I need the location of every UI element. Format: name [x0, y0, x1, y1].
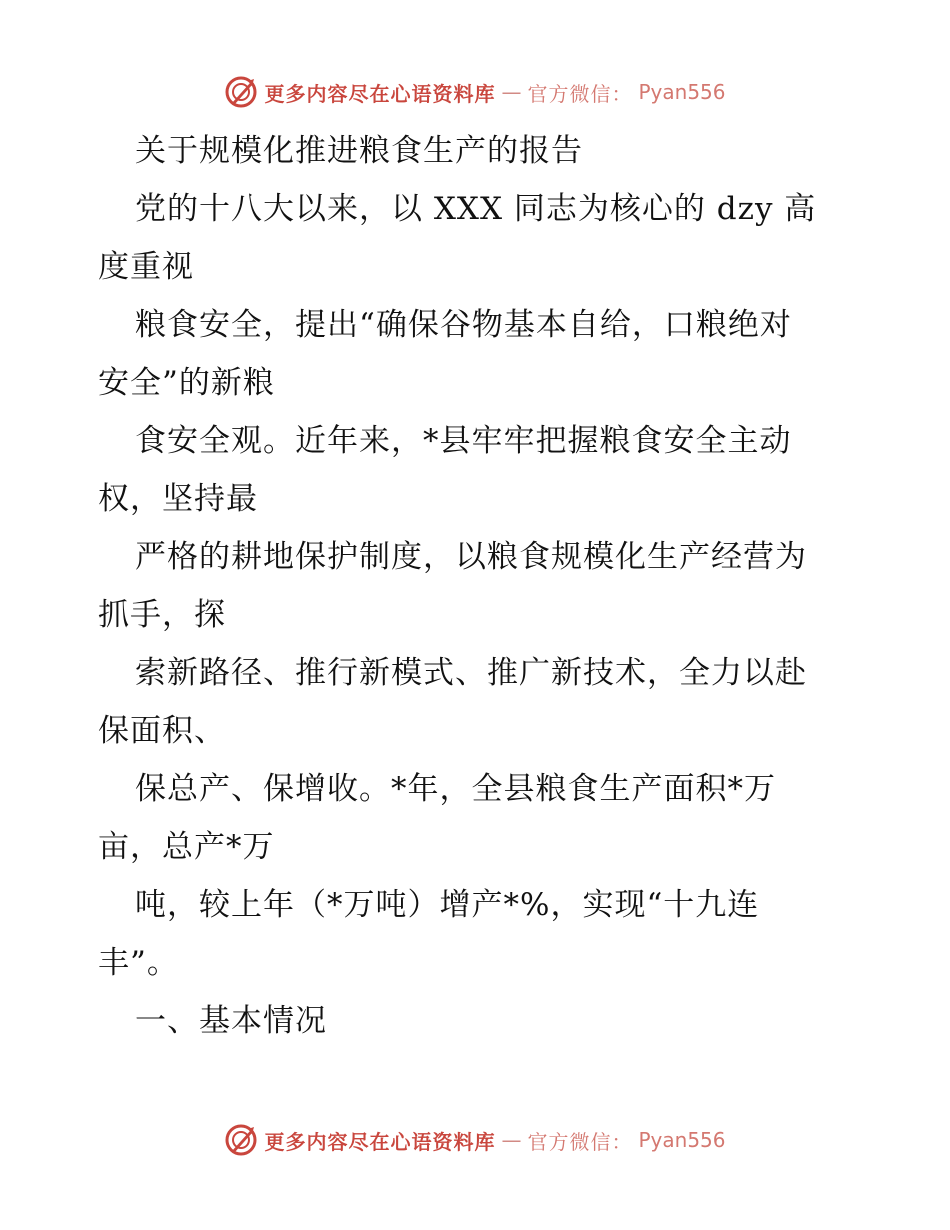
watermark-official-label: 官方微信： [527, 1129, 633, 1154]
footer-watermark [0, 1120, 950, 1160]
paragraph-line: 权，坚持最 [98, 481, 258, 517]
paragraph-line: 食安全观。近年来，*县牢牢把握粮食安全主动 [135, 423, 792, 459]
watermark-dash: — [501, 1128, 522, 1152]
paragraph-line: 严格的耕地保护制度，以粮食规模化生产经营为 [135, 539, 807, 575]
watermark-official-label: 官方微信： [527, 81, 633, 106]
paragraph-line: 党的十八大以来，以 XXX 同志为核心的 dzy 高 [135, 191, 817, 227]
paragraph-line: 安全”的新粮 [98, 365, 275, 401]
document-title: 关于规模化推进粮食生产的报告 [135, 133, 583, 169]
section-heading: 一、基本情况 [135, 1003, 327, 1039]
watermark-wechat-id: Pyan556 [638, 80, 726, 104]
watermark-brand: 更多内容尽在心语资料库 [264, 1129, 496, 1154]
paragraph-line: 抓手，探 [98, 597, 226, 633]
paragraph-line: 亩，总产*万 [98, 829, 275, 865]
paragraph-line: 度重视 [98, 249, 194, 285]
paragraph-line: 粮食安全，提出“确保谷物基本自给，口粮绝对 [135, 307, 792, 343]
watermark-dash: — [501, 80, 522, 104]
quill-logo-icon [224, 1123, 258, 1157]
paragraph-line: 保总产、保增收。*年，全县粮食生产面积*万 [135, 771, 776, 807]
paragraph-line: 丰”。 [98, 945, 179, 981]
header-watermark [0, 72, 950, 112]
paragraph-line: 索新路径、推行新模式、推广新技术，全力以赴 [135, 655, 807, 691]
watermark-brand: 更多内容尽在心语资料库 [264, 81, 496, 106]
watermark-wechat-id: Pyan556 [638, 1128, 726, 1152]
quill-logo-icon [224, 75, 258, 109]
paragraph-line: 保面积、 [98, 713, 226, 749]
document-body [98, 122, 858, 1050]
paragraph-line: 吨，较上年（*万吨）增产*%，实现“十九连 [135, 887, 760, 923]
